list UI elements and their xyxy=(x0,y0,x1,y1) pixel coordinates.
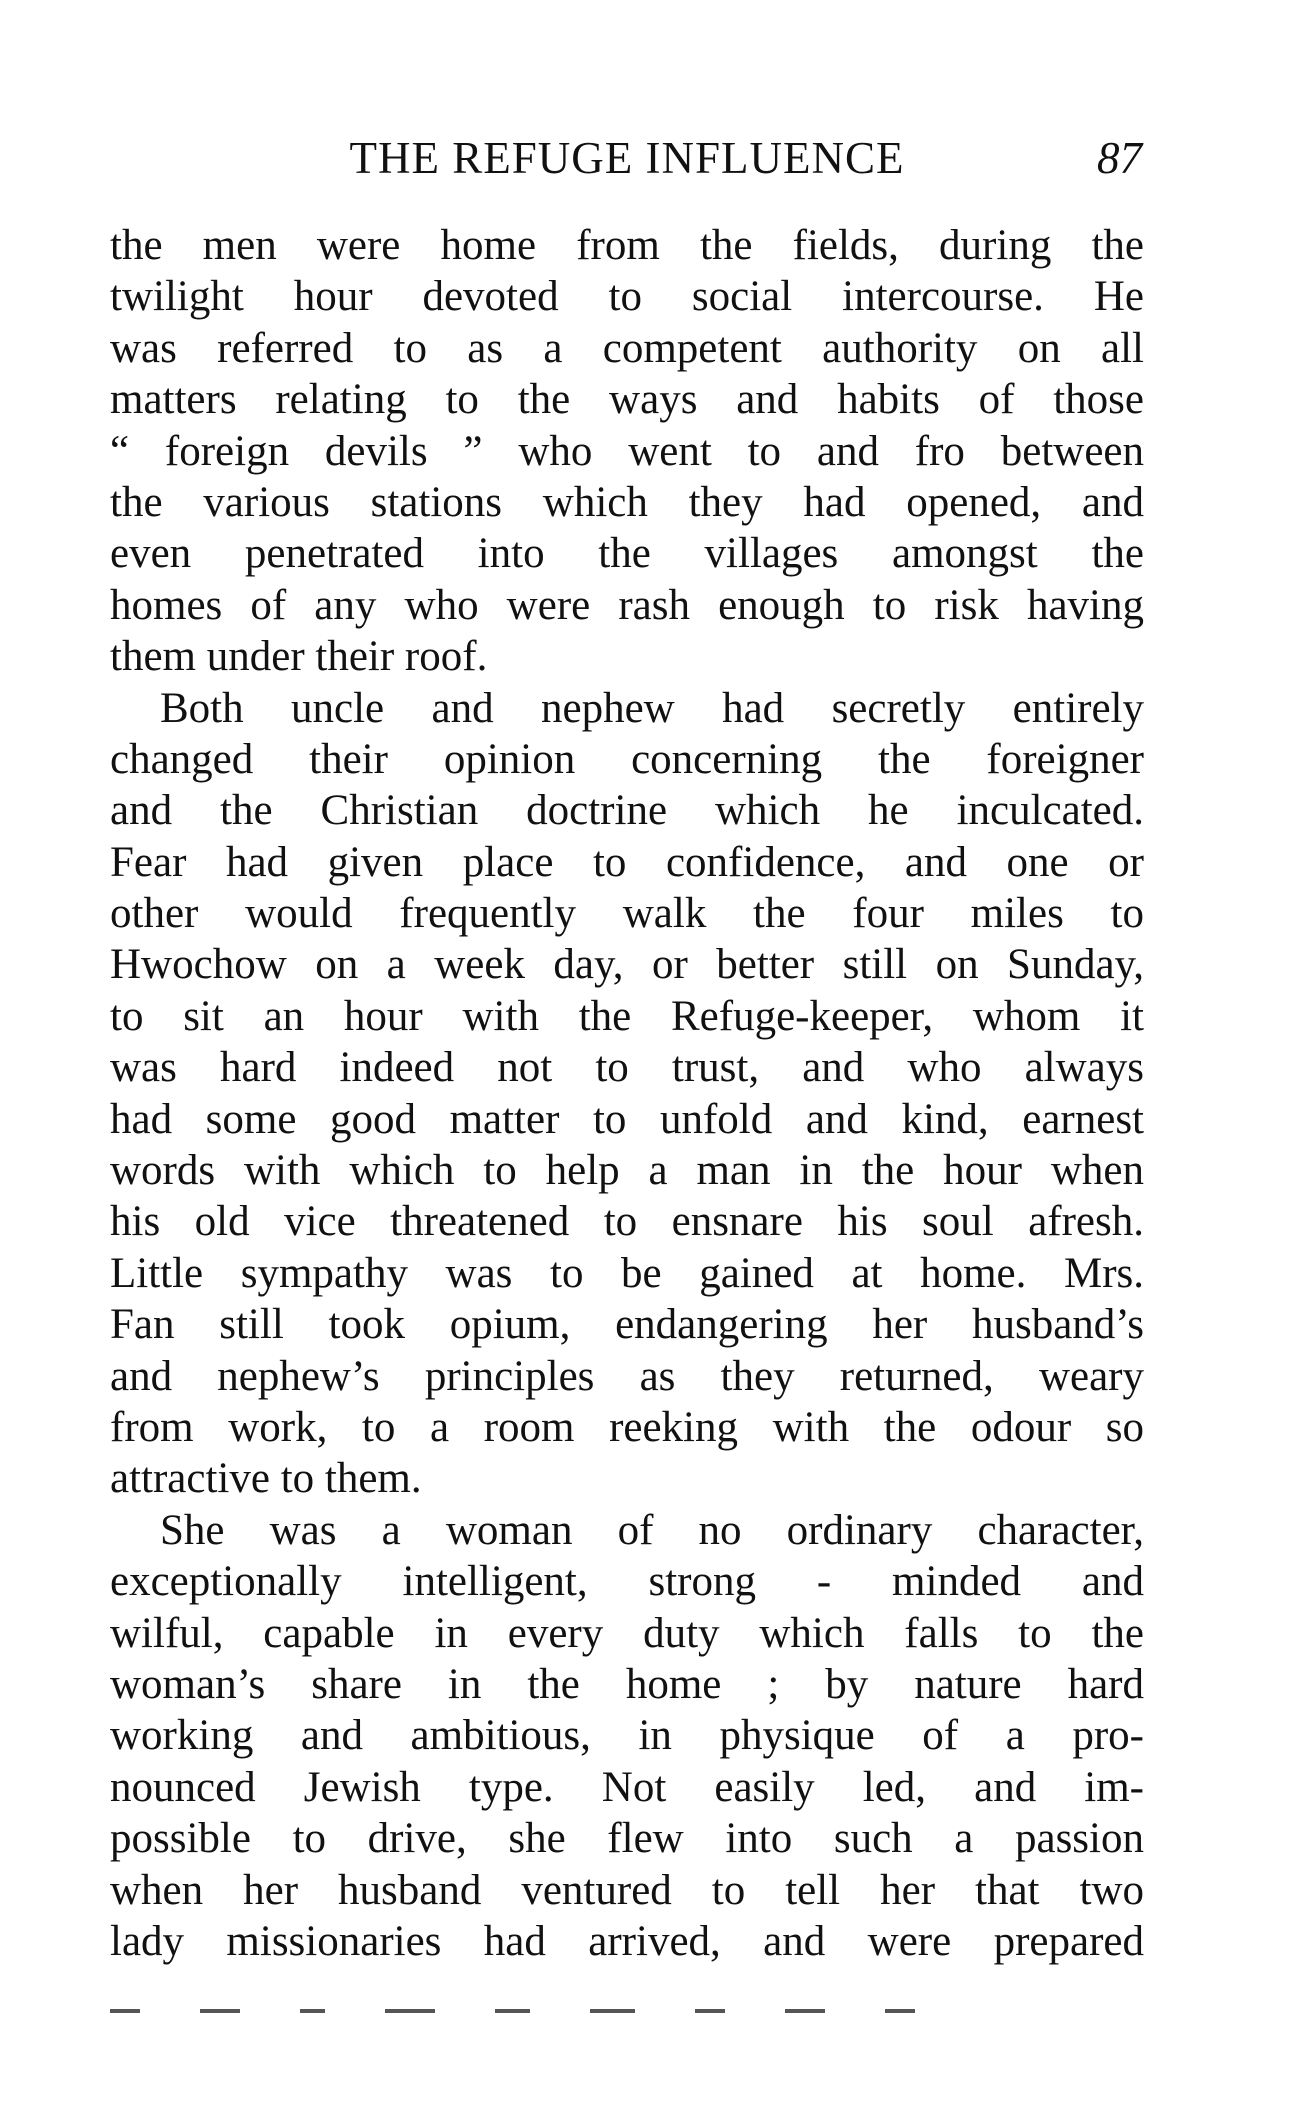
text-line: his old vice threatened to ensnare his soul afresh. xyxy=(110,1198,1144,1246)
text-line: woman’s share in the home ; by nature hard xyxy=(110,1660,1144,1708)
text-line: lady missionaries had arrived, and were prepared xyxy=(110,1917,1144,1965)
text-line: was referred to as a competent authority on all xyxy=(110,324,1144,372)
text-line: and nephew’s principles as they returned, weary xyxy=(110,1352,1144,1400)
text-line: exceptionally intelligent, strong - minded and xyxy=(110,1558,1144,1606)
text-line: Both uncle and nephew had secretly entirely xyxy=(160,684,1144,732)
text-line: working and ambitious, in physique of a pro- xyxy=(110,1712,1144,1760)
text-line: even penetrated into the villages amongst the xyxy=(110,530,1144,578)
text-line: the various stations which they had opened, and xyxy=(110,478,1144,526)
cut-off-line-fragment xyxy=(110,2000,1144,2014)
text-line: wilful, capable in every duty which falls to the xyxy=(110,1609,1144,1657)
text-line: She was a woman of no ordinary character, xyxy=(160,1506,1144,1554)
running-title: THE REFUGE INFLUENCE xyxy=(349,133,905,183)
text-line: to sit an hour with the Refuge-keeper, whom it xyxy=(110,992,1144,1040)
body-text xyxy=(110,220,1144,1967)
text-line: words with which to help a man in the hour when xyxy=(110,1147,1144,1195)
running-head xyxy=(112,128,1142,188)
text-line: twilight hour devoted to social intercourse. He xyxy=(110,273,1144,321)
text-line: changed their opinion concerning the foreigner xyxy=(110,735,1144,783)
text-line: Fan still took opium, endangering her husband’s xyxy=(110,1301,1144,1349)
paragraph xyxy=(110,683,1144,1505)
text-line: had some good matter to unfold and kind, earnest xyxy=(110,1095,1144,1143)
text-line: from work, to a room reeking with the odour so xyxy=(110,1403,1144,1451)
paragraph xyxy=(110,220,1144,683)
text-line: Little sympathy was to be gained at home. Mrs. xyxy=(110,1249,1144,1297)
text-line: “ foreign devils ” who went to and fro between xyxy=(110,427,1144,475)
text-line: other would frequently walk the four miles to xyxy=(110,890,1144,938)
text-line: when her husband ventured to tell her that two xyxy=(110,1866,1144,1914)
text-line: them under their roof. xyxy=(110,633,488,681)
text-line: nounced Jewish type. Not easily led, and im- xyxy=(110,1763,1144,1811)
text-line: was hard indeed not to trust, and who always xyxy=(110,1044,1144,1092)
text-line: possible to drive, she flew into such a passion xyxy=(110,1815,1144,1863)
text-line: and the Christian doctrine which he inculcated. xyxy=(110,787,1144,835)
text-line: the men were home from the fields, during the xyxy=(110,222,1144,269)
text-line: matters relating to the ways and habits of those xyxy=(110,376,1144,424)
text-line: Fear had given place to confidence, and one or xyxy=(110,838,1144,886)
page-number: 87 xyxy=(1097,133,1142,183)
text-line: Hwochow on a week day, or better still on Sunday, xyxy=(110,941,1144,989)
text-line: homes of any who were rash enough to risk having xyxy=(110,581,1144,629)
paragraph xyxy=(110,1505,1144,1968)
text-line: attractive to them. xyxy=(110,1455,422,1503)
